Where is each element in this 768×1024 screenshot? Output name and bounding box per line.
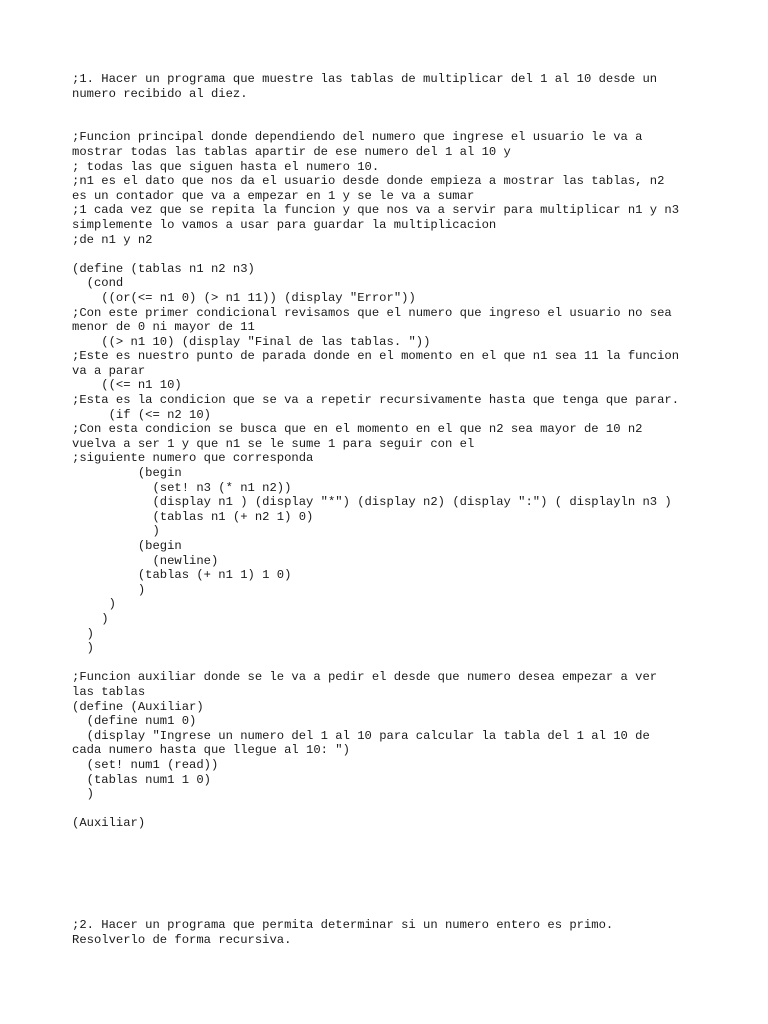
document-line <box>72 101 712 116</box>
document-line: ; todas las que siguen hasta el numero 10. <box>72 159 380 174</box>
document-line: (begin <box>72 539 182 553</box>
document-line: es un contador que va a empezar en 1 y se le va a sumar <box>72 188 475 203</box>
document-line <box>72 656 712 671</box>
document-line: ) <box>72 524 160 539</box>
document-line: ) <box>72 597 116 612</box>
document-line: mostrar todas las tablas apartir de ese numero del 1 al 10 y <box>72 144 511 159</box>
document-line: ;siguiente numero que corresponda <box>72 451 314 466</box>
document-line: va a parar <box>72 363 146 378</box>
document-line: (set! num1 (read)) <box>72 757 219 772</box>
document-line: ;Con esta condicion se busca que en el momento en el que n2 sea mayor de 10 n2 <box>72 422 643 437</box>
document-line: simplemente lo vamos a usar para guardar la multiplicacion <box>72 217 497 232</box>
document-line <box>72 904 712 919</box>
document-line: (tablas (+ n1 1) 1 0) <box>72 568 292 583</box>
document-line: ;1. Hacer un programa que muestre las tablas de multiplicar del 1 al 10 desde un <box>72 72 658 86</box>
document-line <box>72 802 712 817</box>
document-line: ;Con este primer condicional revisamos que el numero que ingreso el usuario no sea <box>72 305 672 320</box>
document-line: (define (tablas n1 n2 n3) <box>72 261 255 276</box>
document-line: Resolverlo de forma recursiva. <box>72 933 292 948</box>
document-line: ;n1 es el dato que nos da el usuario desde donde empieza a mostrar las tablas, n2 <box>72 174 665 189</box>
document-line: menor de 0 ni mayor de 11 <box>72 320 255 335</box>
document-line: (begin <box>72 466 182 481</box>
document-line <box>72 116 712 131</box>
document-line <box>72 860 712 875</box>
document-line: ) <box>72 582 146 597</box>
document-line: ;2. Hacer un programa que permita determinar si un numero entero es primo. <box>72 918 614 933</box>
document-line: (display n1 ) (display "*") (display n2) (display ":") ( displayln n3 ) <box>72 495 672 510</box>
document-line: ) <box>72 611 109 626</box>
document-line <box>72 831 712 846</box>
document-line: (if (<= n2 10) <box>72 407 211 422</box>
document-line: cada numero hasta que llegue al 10: ") <box>72 743 350 758</box>
document-line: ) <box>72 641 94 656</box>
document-line: (set! n3 (* n1 n2)) <box>72 480 292 495</box>
document-line: ;de n1 y n2 <box>72 232 153 247</box>
document-line <box>72 875 712 890</box>
document-line: (Auxiliar) <box>72 816 146 831</box>
document-line: ((or(<= n1 0) (> n1 11)) (display "Error")) <box>72 290 416 305</box>
document-line: (define (Auxiliar) <box>72 699 204 714</box>
document-line: vuelva a ser 1 y que n1 se le sume 1 para seguir con el <box>72 436 475 451</box>
document-line <box>72 889 712 904</box>
document-line: ) <box>72 787 94 802</box>
document-line <box>72 247 712 262</box>
document-line: (tablas num1 1 0) <box>72 772 211 787</box>
document-line: ;1 cada vez que se repita la funcion y que nos va a servir para multiplicar n1 y n3 <box>72 203 680 218</box>
document-line: ;Funcion principal donde dependiendo del numero que ingrese el usuario le va a <box>72 130 643 145</box>
document-line: (display "Ingrese un numero del 1 al 10 para calcular la tabla del 1 al 10 de <box>72 728 650 743</box>
document-line: (define num1 0) <box>72 714 197 729</box>
document-line: (tablas n1 (+ n2 1) 0) <box>72 509 314 524</box>
document-line: ((> n1 10) (display "Final de las tablas. ")) <box>72 334 431 349</box>
document-line: ;Esta es la condicion que se va a repetir recursivamente hasta que tenga que parar. <box>72 393 680 408</box>
document-line: (cond <box>72 276 124 291</box>
document-line: ((<= n1 10) <box>72 378 182 393</box>
code-document-text <box>72 72 712 948</box>
document-line: ;Este es nuestro punto de parada donde en el momento en el que n1 sea 11 la funcion <box>72 349 680 364</box>
document-line: las tablas <box>72 684 146 699</box>
document-line <box>72 845 712 860</box>
document-line: numero recibido al diez. <box>72 86 248 101</box>
document-line: ) <box>72 626 94 641</box>
document-line: (newline) <box>72 553 219 568</box>
document-line: ;Funcion auxiliar donde se le va a pedir el desde que numero desea empezar a ver <box>72 670 658 685</box>
